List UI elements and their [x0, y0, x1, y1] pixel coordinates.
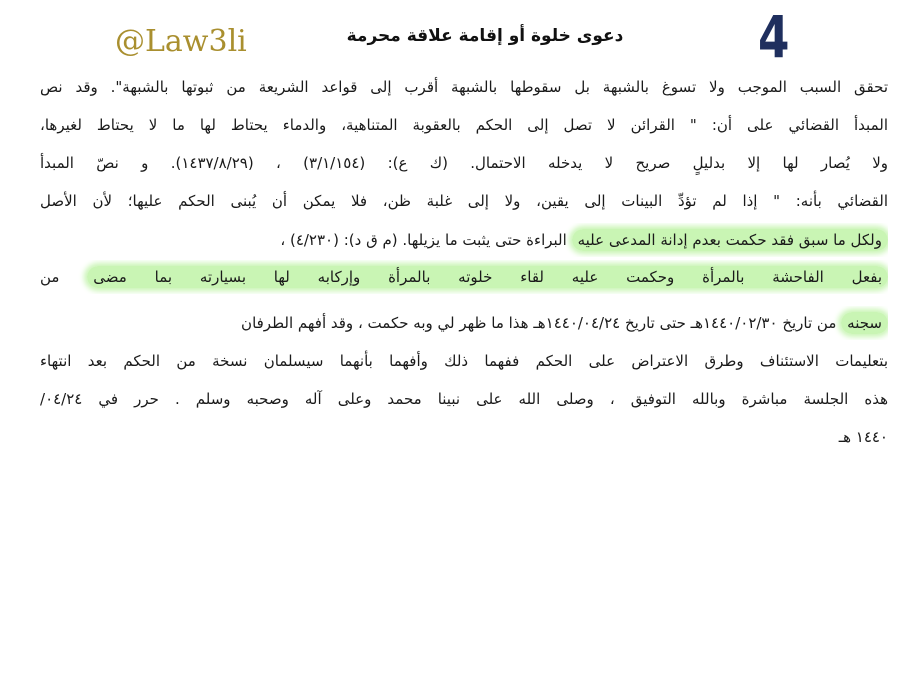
text-segment: البراءة حتى يثبت ما يزيلها. (م ق د): (٤/٢٣٠) ،	[280, 231, 567, 249]
text-segment: من	[40, 268, 60, 286]
text-segment: من تاريخ ١٤٤٠/٠٢/٣٠هـ حتى تاريخ ١٤٤٠/٠٤/٢٤هـ هذا ما ظهر لي وبه حكمت ، وقد أفهم الطرفان	[241, 314, 837, 332]
text-line: ولا يُصار لها إلا بدليلٍ صريح لا يدخله الاحتمال. (ك ع): (٣/١/١٥٤) ، (١٤٣٧/٨/٢٩). و نصّ المبدأ	[40, 154, 888, 172]
page-number: 4	[758, 3, 790, 71]
text-line: بتعليمات الاستئناف وطرق الاعتراض على الحكم ففهما ذلك وأفهما بأنهما سيسلمان نسخة من الحكم بعد انتهاء	[40, 352, 888, 370]
author-handle: @Law3li	[115, 24, 247, 59]
highlighted-text: ولكل ما سبق فقد حكمت بعدم إدانة المدعى عليه	[572, 229, 888, 251]
highlighted-text: سجنه	[841, 312, 888, 334]
text-line	[40, 306, 888, 340]
text-line: ١٤٤٠ هـ	[838, 428, 888, 446]
text-line	[40, 223, 888, 257]
text-line	[40, 260, 888, 294]
text-line: هذه الجلسة مباشرة وبالله التوفيق ، وصلى الله على نبينا محمد وعلى آله وصحبه وسلم . حرر في ٠٤/٢٤/	[40, 390, 888, 408]
text-line: المبدأ القضائي على أن: " القرائن لا تصل إلى الحكم بالعقوبة المتناهية، والدماء يحتاط لها ما لا يحتاط لغيرها،	[40, 116, 888, 134]
text-line: القضائي بأنه: " إذا لم تؤدِّ البينات إلى يقين، ولا إلى غلبة ظن، فلا يمكن أن يُبنى الحكم عليها؛ لأن الأصل	[40, 192, 888, 210]
document-title: دعوى خلوة أو إقامة علاقة محرمة	[346, 26, 624, 46]
text-line: تحقق السبب الموجب ولا تسوغ بالشبهة بل سقوطها بالشبهة أقرب إلى قواعد الشريعة من ثبوتها بالشبهة". وقد نص	[40, 78, 888, 96]
highlighted-text: بفعل الفاحشة بالمرأة وحكمت عليه لقاء خلوته بالمرأة وإركابه لها بسيارته بما مضى	[87, 266, 888, 288]
